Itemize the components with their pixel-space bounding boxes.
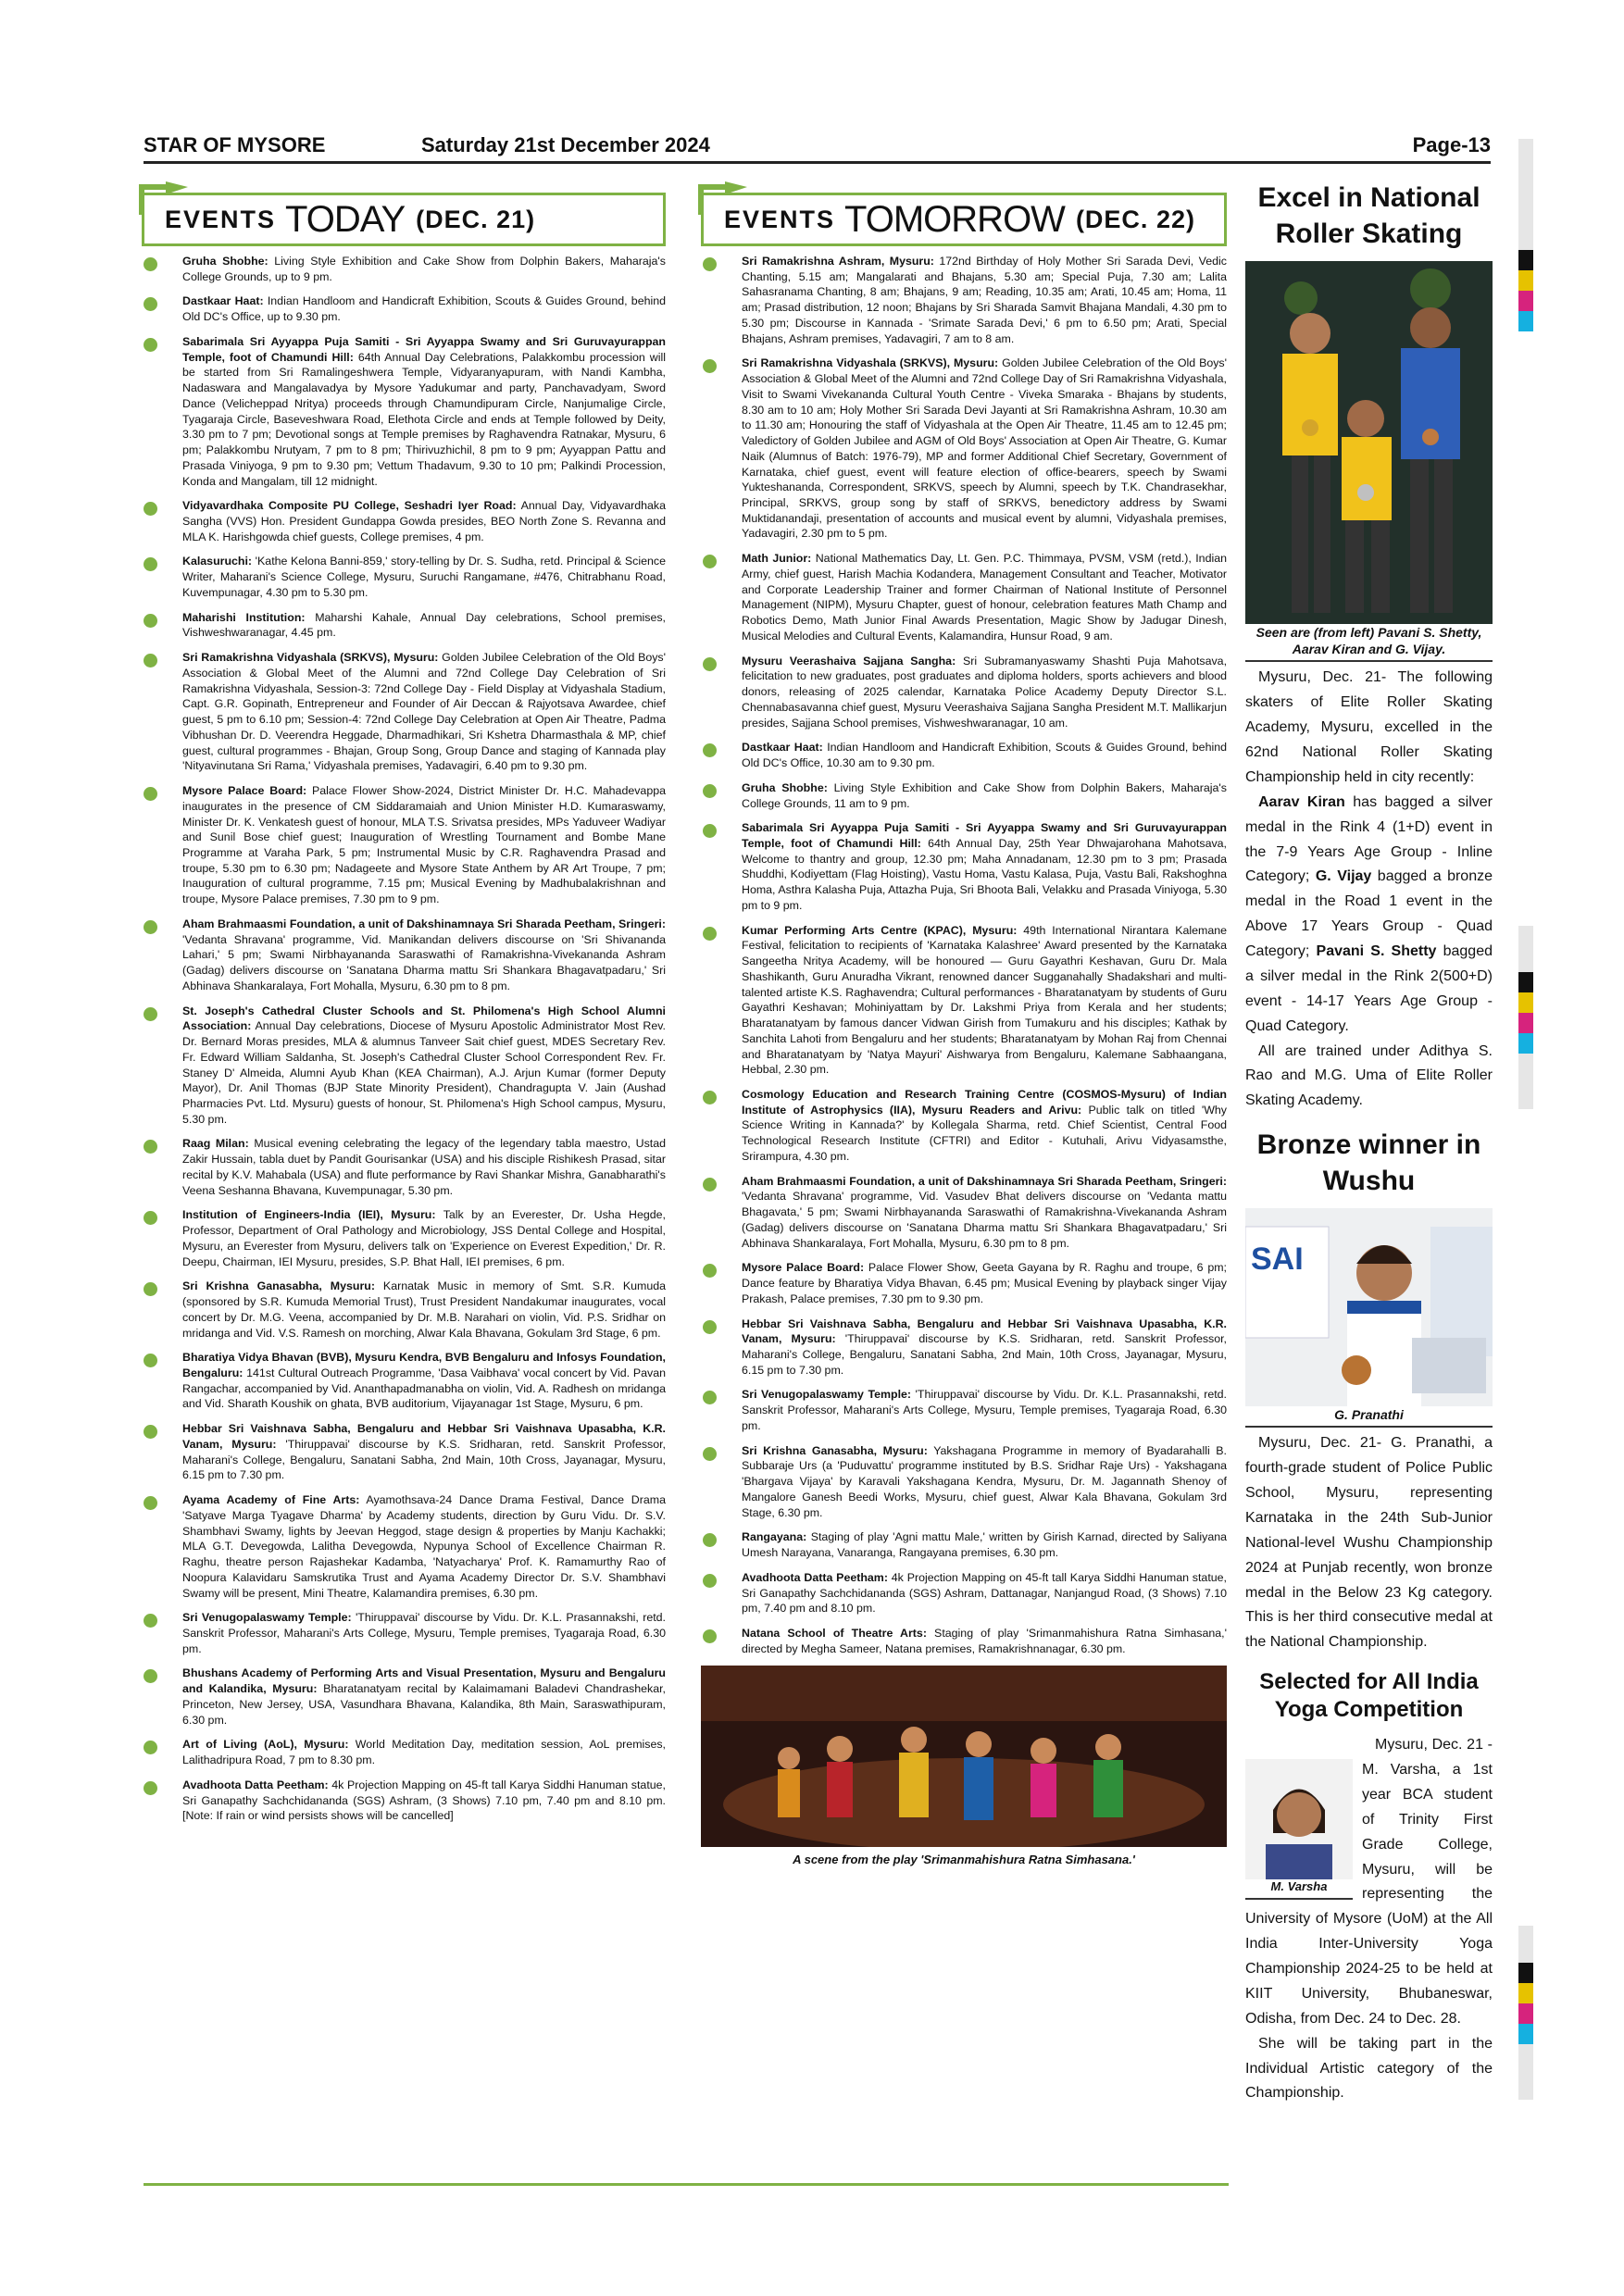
event-organizer: Sabarimala Sri Ayyappa Puja Samiti - Sri Ayyappa Swamy and Sri Guruvayurappan Temple, foot of Chamundi Hill: [182,334,666,364]
events-tomorrow-list [701,254,1227,1656]
skaters-photo [1245,261,1493,624]
event-details: Bharatanatyam recital by Kalaimamani Baladevi Chandrashekar, Princeton, New Jersey, USA, Vasundhara Bhavana, Kalandika, 8th Main, Saraswathipuram, 6.30 pm. [182,1682,666,1727]
event-organizer: Hebbar Sri Vaishnava Sabha, Bengaluru and Hebbar Sri Vaishnava Upasabha, K.R. Vanam, Mysuru: [182,1422,666,1451]
events-day: TOMORROW [844,198,1065,240]
event-organizer: Institution of Engineers-India (IEI), Mysuru: [182,1208,436,1222]
event-listing [142,334,666,489]
event-organizer: Kumar Performing Arts Centre (KPAC), Mysuru: [742,923,1018,937]
skating-headline: Excel in National Roller Skating [1257,182,1480,249]
event-listing [142,1737,666,1767]
event-details: 64th Annual Day, 25th Year Dhwajarohana Mahotsava, Welcome to thantry and group, 12.30 pm; Maha Annadanam, 12.30 pm to 3 pm; Prasada Shuddhi, Kodiyettam (Flag Hoisting), Vastu Homa, Vastu Kalasa, Puja, Vastu Bali, Rakshoghna Homa, Asthra Kalasha Puja, Attazha Puja, Sri Bhoota Bali, Velakku and Prasada Viniyoga, 5.30 pm to 9 pm. [742,836,1227,912]
event-details: National Mathematics Day, Lt. Gen. P.C. Thimmaya, PVSM, VSM (retd.), Indian Army, chief guest, Harish Machia Kodandera, Management Consultant and Teacher, Motivator and Corporate Leadership Trainer and former Chairman of National Institute of Personnel Management (NIPM), Mysuru Chapter, guest of honour, celebration features Math Champ and Robotics Demo, Math Junior Final Awards Presentation, Magic Show by Jadugar Dinesh, Musical Melodies and Cultural Events, Kalamandira, Hunsur Road, 9 am. [742,552,1227,643]
wushu-para-1: Mysuru, Dec. 21- G. Pranathi, a fourth-grade student of Police Public School, Mysuru, representing Karnataka in the 24th Sub-Junior National-level Wushu Championship 2024 at Punjab recently, won bronze medal in the Below 23 Kg category. This is her third consecutive medal at the National Championship. [1245,1435,1493,1651]
event-details: 'Thiruppavai' discourse by K.S. Sridharan, retd. Sanskrit Professor, Maharani's College, Bengaluru, Sanatani Sabha, 2nd Main, 10th Cross, Jayanagar, Mysuru, 6.15 pm to 7.30 pm. [182,1437,666,1482]
event-details: World Meditation Day, meditation session, AoL premises, Lalithadripura Road, 7 pm to 8.30 pm. [182,1738,666,1767]
event-listing [701,740,1227,770]
event-listing [701,780,1227,811]
events-tomorrow-title-box [701,193,1227,246]
paper-name: STAR OF MYSORE [144,133,326,156]
skating-para-1: Mysuru, Dec. 21- The following skaters of Elite Roller Skating Academy, Mysuru, excelled in the 62nd National Roller Skating Championship held in city recently: [1245,669,1493,785]
registration-marks-middle [1518,926,1533,1109]
event-organizer: Gruha Shobhe: [742,780,828,794]
event-listing [142,1666,666,1728]
wushu-image [1245,1208,1493,1406]
play-photo-caption: A scene from the play 'Srimanmahishura Ratna Simhasana.' [793,1853,1135,1867]
event-listing [701,254,1227,346]
event-listing [701,1443,1227,1521]
event-listing [701,356,1227,542]
event-listing [701,820,1227,913]
bottom-rule [144,2183,1229,2186]
event-organizer: Sri Krishna Ganasabha, Mysuru: [182,1279,375,1293]
event-organizer: Aham Brahmaasmi Foundation, a unit of Dakshinamnaya Sri Sharada Peetham, Sringeri: [742,1174,1227,1188]
yoga-para-2: She will be taking part in the Individual Artistic category of the Championship. [1245,2035,1493,2102]
event-organizer: Sri Ramakrishna Vidyashala (SRKVS), Mysuru: [742,356,999,370]
event-organizer: St. Joseph's Cathedral Cluster Schools and St. Philomena's High School Alumni Association: [182,1004,666,1033]
event-listing [701,1387,1227,1433]
issue-date: Saturday 21st December 2024 [421,133,710,156]
events-today-header [142,176,666,250]
event-organizer: Bharatiya Vidya Bhavan (BVB), Mysuru Kendra, BVB Bengaluru and Infosys Foundation, Bengaluru: [182,1351,666,1379]
events-date: (DEC. 21) [416,205,536,233]
event-details: Palace Flower Show, Geeta Gayana by R. Raghu and troupe, 6 pm; Dance feature by Bharatiya Vidya Bhavan, 6.45 pm; Musical Evening by playback singer Vijay Prakash, Palace premises, 7.30 pm to 9.30 pm. [742,1261,1227,1305]
skating-para-3: All are trained under Adithya S. Rao and M.G. Uma of Elite Roller Skating Academy. [1245,1042,1493,1109]
sai-logo: SAI [1251,1242,1304,1278]
event-listing [142,783,666,907]
yoga-headline: Selected for All India Yoga Competition [1259,1669,1479,1723]
event-organizer: Sri Ramakrishna Ashram, Mysuru: [742,255,934,268]
event-organizer: Sri Venugopalaswamy Temple: [742,1388,912,1402]
event-details: Yakshagana Programme in memory of Byadarahalli B. Subbaraje Urs (a 'Puduvattu' programme instituted by B.S. Sridhar Raje Urs) - Yakshagana 'Bhargava Vijaya' by Karavali Yakshagana Kendra, Mysuru, Dr. M. Jagannath Shenoy of Mangalore Ganesh Beedi Works, Mysuru, chief guest, Alwar Kala Bhavana, Gokulam 3rd Stage, 6.30 pm. [742,1443,1227,1519]
event-organizer: Mysuru Veerashaiva Sajjana Sangha: [742,654,956,668]
wushu-headline: Bronze winner in Wushu [1256,1129,1481,1197]
event-organizer: Sabarimala Sri Ayyappa Puja Samiti - Sri Ayyappa Swamy and Sri Guruvayurappan Temple, foot of Chamundi Hill: [742,821,1227,850]
event-listing [701,923,1227,1078]
event-listing [142,1004,666,1128]
skater-name: Pavani S. Shetty [1316,943,1437,959]
wushu-photo [1245,1208,1493,1406]
event-listing [142,1279,666,1341]
event-details: 'Thiruppavai' discourse by Vidu. Dr. K.L. Prasannakshi, retd. Sanskrit Professor, Maharani's Arts College, Mysuru, Temple premises, Tyagaraja Road, 6.30 pm. [182,1611,666,1655]
event-listing [142,1421,666,1483]
skaters-image [1245,261,1493,624]
event-listing [142,1778,666,1824]
yoga-photo [1245,1759,1353,1879]
event-details: 49th International Nirantara Kalemane Festival, felicitation to recipients of 'Karnataka Kalashree' Award presented by the Karnataka Sangeetha Nritya Academy, will be honoured — Guru Gayathri Keshavan, Guru Dr. Mala Shashikanth, Guru Anuradha Vikrant, renowned dancer Sugganahally Shadakshari and multi-talented artiste K.S. Raghavendra; Cultural performances - Bharatanatyam by students of Guru Gayathri Keshavan; Mohiniyattam by Dr. Lakshmi Priya from Kerala and her students; Bharatanatyam by famous dancer Vidwan Girish from Tumakuru and his disciples; Kathak by Sanchita Lahoti from Bengaluru and her students; Bharatanatyam by Mohan Raj from Chennai and Bharatanatyam by 'Natya Mayuri' Aishwarya from Bengaluru, Kalemane Sabhaangana, Hebbal, 2.30 pm. [742,923,1228,1077]
yoga-caption: M. Varsha [1245,1879,1353,1900]
event-organizer: Hebbar Sri Vaishnava Sabha, Bengaluru and Hebbar Sri Vaishnava Upasabha, K.R. Vanam, Mysuru: [742,1316,1227,1346]
event-organizer: Gruha Shobhe: [182,255,269,268]
event-listing [142,554,666,600]
event-organizer: Sri Venugopalaswamy Temple: [182,1611,352,1625]
events-today-column [142,176,666,1833]
event-organizer: Bhushans Academy of Performing Arts and Visual Presentation, Mysuru and Bengaluru and Kalandika, Mysuru: [182,1666,666,1696]
event-details: Public talk on titled 'Why Science Writing in Kannada?' by Kollegala Sharma, retd. Chief Scientist, Central Food Technological Research Institute (CFTRI) and Editor - Kutuhali, Arivu Vidyasamsthe, Srirampura, 4.30 pm. [742,1103,1228,1163]
event-details: Golden Jubilee Celebration of the Old Boys' Association & Global Meet of the Alumni and 72nd College Day of Sri Ramakrishna Vidyashala, Visit to Swami Vivekananda Cultural Youth Centre - Viveka Smaraka - Bhajans by students, 8.30 am to 10 am; Holy Mother Sri Sarada Devi Jayanti at Sri Ramakrishna Ashram, 10.30 am to 11.30 am; Honouring the staff of Vidyashala at the Open Air Theatre, 11.45 am to 12.45 pm; Valedictory of Golden Jubilee and AGM of Old Boys' Association at Open Air Theatre, G. Kumar Naik (Alumnus of Batch: 1976-79), MP and former Additional Chief Secretary, Government of Karnataka, chief guest, event will feature election of office-bearers, speech by Swami Yukteshananda, Correspondent, SRKVS, speech by Alumni, speech by T.K. Chandrasekhar, Principal, SRKVS, group song by staff of SRKVS, benedictory address by Swami Muktidanandaji, presentation of accounts and musical event by alumni, Vidyashala premises, Yadavagiri, 2.30 pm to 5 pm. [742,356,1227,541]
event-organizer: Dastkaar Haat: [182,294,264,308]
event-listing [142,1136,666,1198]
events-tomorrow-column [701,176,1227,1866]
skater-name: G. Vijay [1315,868,1372,885]
registration-marks-bottom [1518,1926,1533,2100]
event-listing [701,1626,1227,1656]
event-organizer: Vidyavardhaka Composite PU College, Seshadri Iyer Road: [182,499,517,513]
event-organizer: Sri Ramakrishna Vidyashala (SRKVS), Mysuru: [182,651,439,665]
event-organizer: Mysore Palace Board: [742,1261,865,1275]
event-organizer: Sri Krishna Ganasabha, Mysuru: [742,1443,928,1457]
event-listing [701,1174,1227,1252]
skater-name: Aarav Kiran [1258,793,1345,810]
events-label: EVENTS [165,205,277,233]
page-number: Page-13 [1412,133,1491,156]
event-organizer: Mysore Palace Board: [182,784,307,798]
event-organizer: Cosmology Education and Research Training Centre (COSMOS-Mysuru) of Indian Institute of Astrophysics (IIA), Mysuru Readers and Arivu: [742,1087,1227,1117]
event-details: Annual Day celebrations, Diocese of Mysuru Apostolic Administrator Most Rev. Dr. Bernard Moras presides, MLA & alumnus Tanveer Sait chief guest, MDES Secretary Rev. Fr. Edward William Saldanha, St. Joseph's Cathedral Cluster School Correspondent Rev. Fr. Staney D' Almeida, Alumni Ayub Khan (KEA Chairman), A.J. Arjun Kumar (former Deputy Mayor), Dr. Anil Thomas (BJP State Minority President), Chandragupta V. Jain (Aushad Pharmacies Pvt. Ltd. Mysuru) guests of honour, St. Philomena's High School campus, Mysuru, 5.30 pm. [182,1019,666,1126]
event-listing [701,1087,1227,1165]
event-details: 172nd Birthday of Holy Mother Sri Sarada Devi, Vedic Chanting, 5.15 am; Mangalarati and Bhajans, 5.30 am; Special Puja, 7.30 am; Lalita Sahasranama Chanting, 8 am; Bhajans, 9 am; Reading, 10.35 am; Arati, 10.45 am; Homa, 11 am; Prasad distribution, 12 noon; Bhajans by Sri Sharada Samvit Bhajana Mandali, 4.30 pm to 5.30 pm; Discourse in Kannada - 'Srimate Sarada Devi,' 6 pm to 6.50 pm; Arati, Special Bhajans, Ashram premises, Yadavagiri, 7 am to 8 am. [742,255,1227,345]
event-details: Maharshi Kahale, Annual Day celebrations, School premises, Vishweshwaranagar, 4.45 pm. [182,610,666,640]
event-details: Golden Jubilee Celebration of the Old Boys' Association & Global Meet of the Alumni and 72nd College Day Celebration of Sri Ramakrishna Vidyashala, Session-3: 72nd College Day - Field Display at Vidyashala Stadium, Capt. G.R. Gopinath, Entrepreneur and Founder of Air Deccan & Rajyotsava Awardee, chief guest, 5 pm to 6.10 pm; Session-4: 72nd College Day Celebration at Open Air Theatre, Padma Vibhushan Dr. D. Veerendra Heggade, Dharmadhikari, Sri Kshetra Dharmasthala & MP, chief guest, cultural programmes - Bhajan, Group Song, Group Dance and staging of Kannada play 'Nityavinutana Sri Rama,' Vidyashala premises, Yadavagiri, 6.40 pm to 9.30 pm. [182,651,666,773]
event-organizer: Kalasuruchi: [182,555,253,568]
play-scene-photo [701,1666,1227,1847]
event-details: Palace Flower Show-2024, District Minister Dr. H.C. Mahadevappa inaugurates in the presence of CM Siddaramaiah and Union Minister H.D. Kumaraswamy, Minister Dr. K. Venkatesh guest of honour, MLA T.S. Srivatsa presides, MPs Yaduveer Wadiyar and Sunil Bose chief guest; Inauguration of Wrestling Tournament and Bombe Mane Programme at Varaha Park, 5 pm; Instrumental Music by C.R. Raghavendra Prasad and troupe, 5.30 pm to 6.30 pm; Nadageete and Mysore State Anthem by AR Art Troupe, 7 pm; Inauguration of cultural programme, 7.15 pm; Musical Evening by Madhubalakrishnan and troupe, Mysore Palace premises, 7.30 pm to 9 pm. [182,784,666,906]
event-organizer: Avadhoota Datta Peetham: [182,1778,329,1791]
event-listing [142,1350,666,1412]
event-listing [142,1207,666,1269]
event-organizer: Aham Brahmaasmi Foundation, a unit of Dakshinamnaya Sri Sharada Peetham, Sringeri: [182,917,666,930]
event-listing [701,551,1227,643]
stage-performers-image [701,1666,1227,1847]
event-listing [142,254,666,284]
masthead [144,130,1491,164]
event-details: Ayamothsava-24 Dance Drama Festival, Dance Drama 'Satyave Marga Tyagave Dharma' by Academy students, direction by Guru Vidu. Dr. S.V. Shambhavi Swamy, lights by Jeevan Heggod, stage design & properties by Manju Kachakki; MLA G.T. Devegowda, Lalitha Devegowda, Nypunya School of Excellence Chairman R. Raghu, theatre person Rajashekar Kadamba, 'Natyacharya' Prof. K. Ramamurthy Rao of Noopura Kalavidaru Samskrutika Trust and Ayama Academy Director Dr. S.V. Shambhavi Swamy will be present, Mini Theatre, Kalamandira premises, 6.30 pm. [182,1493,666,1600]
event-listing [701,1570,1227,1616]
event-details: 4k Projection Mapping on 45-ft tall Karya Siddhi Hanuman statue, Sri Ganapathy Sachchidananda (SGS) Ashram, (3 Shows) 7.10 pm, 7.40 pm and 8.10 pm. [Note: If rain or wind persists shows will be cancelled] [182,1778,666,1823]
wushu-caption: G. Pranathi [1245,1406,1493,1428]
event-details: Living Style Exhibition and Cake Show from Dolphin Bakers, Maharaja's College Grounds, up to 9 pm. [182,255,666,283]
skating-para-2: Aarav Kiran has bagged a silver medal in the Rink 4 (1+D) event in the 7-9 Years Age Group - Inline Category; G. Vijay bagged a bronze medal in the Road 1 event in the Above 17 Years Group - Quad Category; Pavani S. Shetty bagged a silver medal in the Rink 2(500+D) event - 14-17 Years Age Group - Quad Category. [1245,793,1493,1034]
yoga-story [1245,1733,1493,2106]
event-organizer: Rangayana: [742,1530,807,1544]
event-details: Sri Subramanyaswamy Shashti Puja Mahotsava, felicitation to new graduates, post graduates and diploma holders, sports achievers and blood donors, releasing of 2025 calendar, Karnataka Police Academy Deputy Director S.L. Chennabasavanna chief guest, Mysuru Veerashaiva Sajjana Sangha President M.T. Mallikarjun presides, Sajjana School premises, Vishweshwaranagar, 10 am. [742,654,1228,730]
events-today-list [142,254,666,1824]
event-details: Karnatak Music in memory of Smt. S.R. Kumuda (sponsored by S.R. Kumuda Memorial Trust), Trust President Nandakumar inaugurates, vocal concert by Dr. M.G. Veena, accompanied by Dr. M.B. Narahari on violin, Vid. P.S. Sridhar on mridanga and Vid. V.S. Ramesh on morching, Alwar Kala Bhavana, Gokulam 3rd Stage, 6 pm. [182,1279,667,1340]
event-listing [142,1492,666,1601]
event-details: Musical evening celebrating the legacy of the legendary tabla maestro, Ustad Zakir Hussain, tabla duet by Pandit Gourisankar (USA) and his disciple Rishikesh Prasad, sitar recital by K.V. Mahabala (USA) and flute performance by Ravi Shankar Mishra, Ganabharathi's Veena Seshanna Bhavana, Kuvempunagar, 5.30 pm. [182,1137,666,1197]
event-listing [701,654,1227,731]
yoga-para-1: Mysuru, Dec. 21 - M. Varsha, a 1st year BCA student of Trinity First Grade College, Mysuru, will be representing the University of Mysore (UoM) at the All India Inter-University Yoga Championship 2024-25 to be held at KIIT University, Bhubaneswar, Odisha, from Dec. 24 to Dec. 28. [1245,1737,1493,2027]
event-details: 'Vedanta Shravana' programme, Vid. Manikandan delivers discourse on 'Sri Shivananda Lahari,' 5 pm; Swami Nirbhayananda Saraswathi of Ramakrishna-Vivekananda Ashram (Gadag) delivers discourse on 'Sanatana Dharma mattu Sri Shankara Bhagavatpadaru,' Sri Abhinava Shankaralaya, Fort Mohalla, Mysuru, 6.30 pm to 8 pm. [182,932,666,992]
event-details: 4k Projection Mapping on 45-ft tall Karya Siddhi Hanuman statue, Sri Ganapathy Sachchidananda (SGS) Ashram, Dattanagar, Nanjangud Road, (3 Shows) 7.10 pm, 7.40 pm and 8.10 pm. [742,1570,1227,1616]
event-details: Living Style Exhibition and Cake Show from Dolphin Bakers, Maharaja's College Grounds, 11 am to 9 pm. [742,780,1227,810]
yoga-photo-block [1245,1759,1353,1903]
events-date: (DEC. 22) [1075,205,1195,233]
event-listing [142,917,666,994]
event-details: 'Kathe Kelona Banni-859,' story-telling by Dr. S. Sudha, retd. Principal & Science Writer, Maharani's Science College, Mysuru, Suruchi Rangamane, #476, Chitrabhanu Road, Kuvempunagar, 4.30 pm to 5.30 pm. [182,555,666,599]
event-organizer: Maharishi Institution: [182,610,306,624]
skaters-caption: Seen are (from left) Pavani S. Shetty, Aarav Kiran and G. Vijay. [1245,624,1493,662]
events-tomorrow-header [701,176,1227,250]
sidebar-column [1245,176,1493,2106]
event-details: 'Vedanta Shravana' programme, Vid. Vasudev Bhat delivers discourse on 'Vedanta mattu Bhagavata,' 5 pm; Swami Nirbhayananda Saraswathi of Ramakrishna-Vivekananda Ashram (Gadag) delivers discourse on 'Sanatana Dharma mattu Sri Shankara Bhagavatpadaru,' Sri Abhinava Shankaralaya, Fort Mohalla, Mysuru, 6.30 pm to 8 pm. [742,1190,1227,1250]
event-listing [142,293,666,324]
events-today-title-box [142,193,666,246]
event-details: 'Thiruppavai' discourse by Vidu. Dr. K.L. Prasannakshi, retd. Sanskrit Professor, Maharani's Arts College, Mysuru, Temple premises, Tyagaraja Road, 6.30 pm. [742,1388,1227,1432]
event-organizer: Avadhoota Datta Peetham: [742,1570,888,1584]
event-listing [142,498,666,544]
event-details: 'Thiruppavai' discourse by K.S. Sridharan, retd. Sanskrit Professor, Maharani's College, Bengaluru, Sanatani Sabha, 2nd Main, 10th Cross, Jayanagar, Mysuru, 6.15 pm to 7.30 pm. [742,1332,1227,1377]
event-listing [142,650,666,774]
event-organizer: Art of Living (AoL), Mysuru: [182,1738,349,1752]
event-organizer: Math Junior: [742,552,812,566]
events-label: EVENTS [724,205,836,233]
event-organizer: Ayama Academy of Fine Arts: [182,1493,360,1507]
event-listing [701,1260,1227,1306]
event-details: 141st Cultural Outreach Programme, 'Dasa Vaibhava' vocal concert by Vid. Pavan Rangachar, accompanied by Vid. Ananthapadmanabha on violin, Vid. A. Radhesh on mridanga and Vid. Sharath Koushik on ghata, BVB auditorium, Vijayanagar 1st Stage, Mysuru, 6 pm. [182,1366,666,1411]
event-details: Staging of play 'Agni mattu Male,' written by Girish Karnad, directed by Saliyana Umesh Narayana, Vanaranga, Rangayana premises, 6.30 pm. [742,1530,1227,1560]
yoga-portrait-image [1245,1759,1353,1879]
event-details: Annual Day, Vidyavardhaka Sangha (VVS) Hon. President Gundappa Gowda presides, BEO North Zone S. Revanna and MLA K. Harishgowda chief guests, College premises, 4 pm. [182,499,666,543]
event-details: Indian Handloom and Handicraft Exhibition, Scouts & Guides Ground, behind Old DC's Office, 10.30 am to 9.30 pm. [742,741,1227,770]
event-listing [701,1529,1227,1560]
event-listing [142,610,666,641]
registration-marks-top [1518,139,1533,331]
event-details: Indian Handloom and Handicraft Exhibition, Scouts & Guides Ground, behind Old DC's Office, up to 9.30 pm. [182,294,667,324]
event-organizer: Dastkaar Haat: [742,741,823,755]
event-details: Talk by an Everester, Dr. Usha Hegde, Professor, Department of Oral Pathology and Microbiology, JSS Dental College and Hospital, Mysuru, an Everester from Mysuru, delivers talk on 'Experience on Everest Expedition,' Dr. R. Deepu, Chairman, IEI Mysuru, presides, S.P. Bhat Hall, IEI premises, 6 pm. [182,1208,666,1268]
events-day: TODAY [285,198,406,240]
event-listing [701,1316,1227,1379]
event-organizer: Natana School of Theatre Arts: [742,1627,927,1641]
event-details: Staging of play 'Srimanmahishura Ratna Simhasana,' directed by Megha Sameer, Natana premises, Ramakrishnanagar, 6.30 pm. [742,1627,1227,1655]
event-details: 64th Annual Day Celebrations, Palakkombu procession will be started from Sri Ramalingeshwera Temple, Vidyaranyapuram, with Nandi Kambha, Nadaswara and Mangalavadya by Mysore Yadukumar and party, Panchavadyam, Sword Dance (Velicheppad Nritya) proceeds through Chamundipuram Circle, Nanjumalige Circle, Tyagaraja Circle, Baseveshwara Road, Elethota Circle and ends at Temple followed by Deity, 3.30 pm to 7 pm; Devotional songs at Temple premises by Raghavendra Ratnakar, Mysuru, 6 pm; Palakkombu Nrutyam, 7 pm to 8 pm; Thirivuzhichil, 8 pm to 9 pm; Ayyappan Pattu and Prasada Viniyoga, 9 pm to 9.30 pm; Vettum Thadavum, 9.30 to 10 pm; Palkindi Procession, Konda and Mangalam, till 12 midnight. [182,350,666,488]
event-organizer: Raag Milan: [182,1137,249,1151]
event-listing [142,1610,666,1656]
